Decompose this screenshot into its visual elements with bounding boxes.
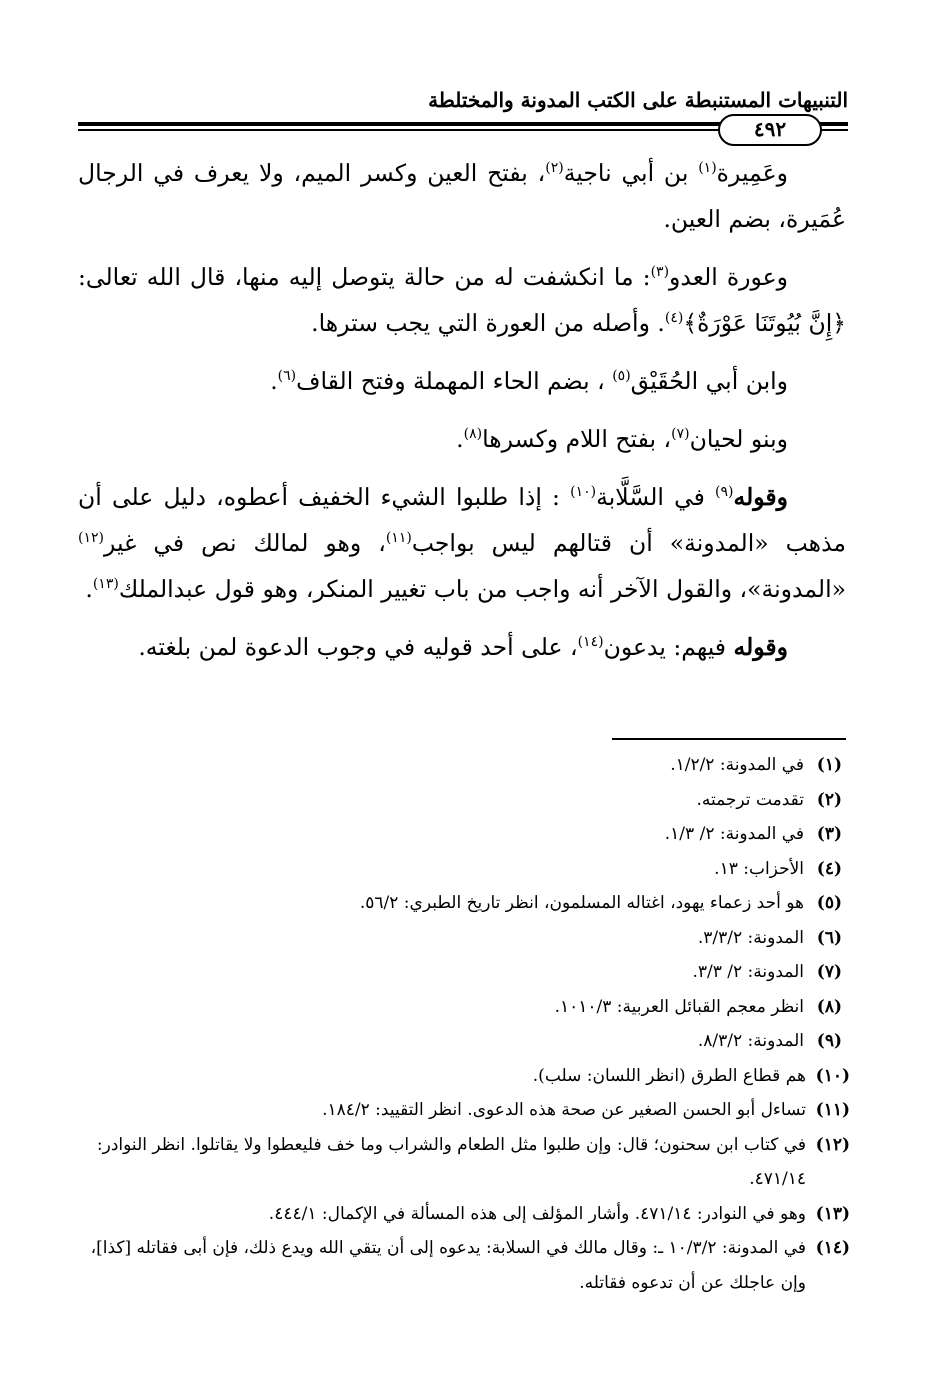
text-run: ، وهو لمالك نص في غير xyxy=(103,529,386,557)
footnote-text: هم قطاع الطرق (انظر اللسان: سلب). xyxy=(532,1065,806,1086)
text-run: . وأصله من العورة التي يجب سترها. xyxy=(311,309,665,337)
footnote-reference: (٩) xyxy=(715,484,734,501)
paragraph xyxy=(78,358,846,404)
footnote-number: (٨) xyxy=(816,996,842,1017)
text-run: وابن أبي الحُقَيْق xyxy=(630,367,788,395)
paragraph xyxy=(78,624,846,670)
paragraph xyxy=(78,474,846,612)
footnote-number: (٩) xyxy=(816,1031,842,1051)
footnote-text: الأحزاب: ١٣. xyxy=(714,858,804,879)
text-run: بن أبي ناجية xyxy=(563,159,699,187)
footnote-text: في المدونة: ١/٢/٢. xyxy=(670,755,804,775)
footnote-item xyxy=(78,1128,850,1197)
text-run: وبنو لحيان xyxy=(689,425,788,453)
footnote-reference: (١٠) xyxy=(570,484,597,501)
footnote-number: (٦) xyxy=(816,927,842,948)
footnote-number: (٧) xyxy=(816,962,842,982)
footnote-reference: (٥) xyxy=(612,368,631,385)
footnote-text: هو أحد زعماء يهود، اغتاله المسلمون، انظر تاريخ الطبري: ٥٦/٢. xyxy=(359,893,804,913)
footnote-text: في كتاب ابن سحنون؛ قال: وإن طلبوا مثل الطعام والشراب وما خف فليعطوا ولا يقاتلوا. انظر النوادر: ٤٧١/١٤. xyxy=(96,1134,806,1189)
bold-lead: وقوله xyxy=(733,483,788,511)
footnote-item xyxy=(78,1093,850,1128)
footnote-number: (١٢) xyxy=(815,1134,850,1155)
footnote-item xyxy=(78,817,850,852)
footnote-reference: (٨) xyxy=(463,426,483,443)
footnote-reference: (١٢) xyxy=(78,530,104,547)
text-run: ، بضم الحاء المهملة وفتح القاف xyxy=(296,367,613,395)
text-run: ، بفتح العين وكسر الميم، ولا يعرف في الرجال عُمَيرة، بضم العين. xyxy=(78,159,846,233)
header-title: التنبيهات المستنبطة على الكتب المدونة والمختلطة xyxy=(428,88,848,112)
text-run: . xyxy=(456,425,464,453)
text-run: وعَمِيرة xyxy=(716,159,788,187)
footnote-number: (٤) xyxy=(816,858,842,879)
footnote-reference: (٦) xyxy=(277,368,297,385)
footnote-text: المدونة: ٢/ ٣/٣. xyxy=(692,962,804,982)
paragraph xyxy=(78,416,846,462)
footnote-number: (١١) xyxy=(815,1100,850,1120)
bold-lead: وقوله xyxy=(733,633,788,661)
footnote-reference: (١٤) xyxy=(577,634,604,651)
footnote-text: تقدمت ترجمته. xyxy=(696,789,804,810)
footnote-item xyxy=(78,886,850,921)
footnote-reference: (١١) xyxy=(385,530,412,547)
text-run: فيهم: يدعون xyxy=(603,633,734,661)
footnote-item xyxy=(78,783,850,818)
footnote-text: وهو في النوادر: ٤٧١/١٤. وأشار المؤلف إلى هذه المسألة في الإكمال: ٤٤٤/١. xyxy=(268,1203,806,1224)
footnote-reference: (٤) xyxy=(664,310,684,327)
footnote-number: (١٣) xyxy=(815,1203,850,1224)
text-run: ، بفتح اللام وكسرها xyxy=(482,425,672,453)
text-run: . xyxy=(270,367,278,395)
footnote-item xyxy=(78,1197,850,1232)
footnote-number: (١٤) xyxy=(815,1238,850,1258)
footnote-number: (٣) xyxy=(816,824,842,844)
footnote-text: المدونة: ٨/٣/٢. xyxy=(697,1031,804,1051)
footnote-reference: (٣) xyxy=(650,264,670,281)
footnote-reference: (١) xyxy=(698,160,717,177)
paragraph xyxy=(78,150,846,242)
footnote-text: في المدونة: ١٠/٣/٢ ـ: وقال مالك في السلابة: يدعوه إلى أن يتقي الله ويدع ذلك، فإن أبى فقاتله [كذا]، وإن عاجلك عن أن تدعوه فقاتله. xyxy=(90,1238,806,1293)
text-run: : ما انكشفت له من حالة يتوصل إليه منها، قال الله تعالى: ﴿إِنَّ بُيُوتَنَا عَوْرَةٌ﴾ xyxy=(78,263,846,337)
footnote-text: انظر معجم القبائل العربية: ١٠١٠/٣. xyxy=(554,996,804,1017)
paragraph xyxy=(78,254,846,346)
footnote-item xyxy=(78,1024,850,1059)
text-run: . xyxy=(85,575,93,603)
text-run: وعورة العدو xyxy=(669,263,789,291)
footnotes xyxy=(78,748,850,1300)
footnote-reference: (٧) xyxy=(671,426,690,443)
page-number: ٤٩٢ xyxy=(718,114,822,146)
footnote-text: المدونة: ٣/٣/٢. xyxy=(697,927,804,948)
footnote-number: (٥) xyxy=(816,893,842,913)
footnote-number: (١) xyxy=(816,755,842,775)
main-text xyxy=(78,150,846,682)
footnote-item xyxy=(78,921,850,956)
footnote-number: (٢) xyxy=(816,789,842,810)
footnote-item xyxy=(78,1231,850,1300)
footnote-reference: (١٣) xyxy=(92,576,119,593)
footnote-item xyxy=(78,990,850,1025)
footnote-separator xyxy=(612,738,846,740)
footnote-item xyxy=(78,852,850,887)
text-run: : إذا طلبوا الشيء الخفيف أعطوه، دليل على أن مذهب «المدونة» أن قتالهم ليس بواجب xyxy=(78,483,846,557)
footnote-item xyxy=(78,1059,850,1094)
footnote-reference: (٢) xyxy=(545,160,564,177)
text-run: «المدونة»، والقول الآخر أنه واجب من باب تغيير المنكر، وهو قول عبدالملك xyxy=(118,575,846,603)
footnote-number: (١٠) xyxy=(815,1065,850,1086)
footnote-item xyxy=(78,748,850,783)
footnote-text: تساءل أبو الحسن الصغير عن صحة هذه الدعوى. انظر التقييد: ١٨٤/٢. xyxy=(322,1100,806,1120)
text-run: في السَّلَّابة xyxy=(596,483,716,511)
text-run: ، على أحد قوليه في وجوب الدعوة لمن بلغته. xyxy=(138,633,578,661)
footnote-item xyxy=(78,955,850,990)
footnote-text: في المدونة: ٢/ ١/٣. xyxy=(664,824,804,844)
